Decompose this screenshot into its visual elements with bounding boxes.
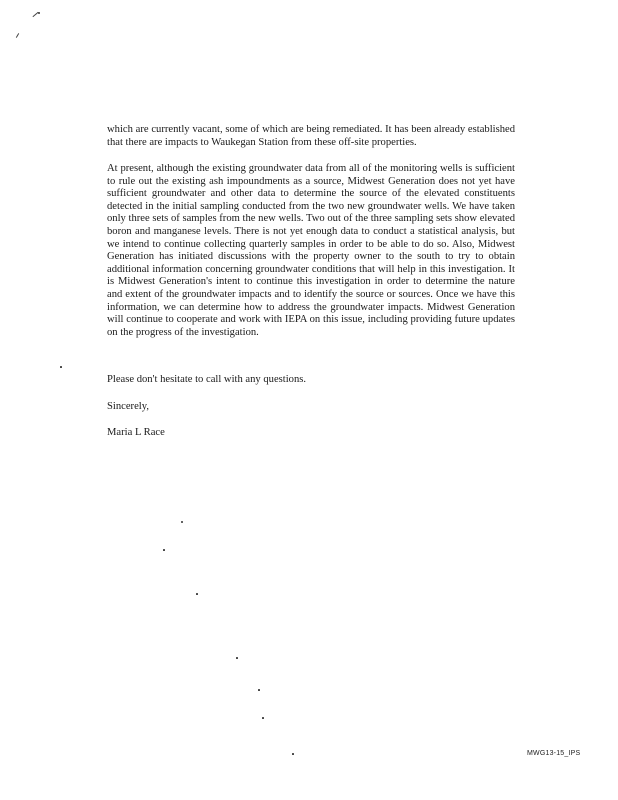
- scan-speck: [196, 593, 198, 595]
- document-id: MWG13-15_IPS: [527, 750, 581, 757]
- scan-speck: [236, 657, 238, 659]
- letter-paragraph: which are currently vacant, some of which are being remediated. It has been already established that there are impacts to Waukegan Station from these off-site properties.: [107, 124, 515, 148]
- signatory-name: Maria L Race: [107, 427, 165, 438]
- scan-speck: [181, 521, 183, 523]
- scan-speck: [163, 549, 165, 551]
- scan-mark: [16, 33, 19, 38]
- letter-paragraph: At present, although the existing groundwater data from all of the monitoring wells is sufficient to rule out the existing ash impoundments as a source, Midwest Generation does not yet have sufficient groundwater and other data to determine the source of the elevated constituents detected in the initial sampling conducted from the two new groundwater wells. We have taken only three sets of samples from the new wells. Two out of the three sampling sets show elevated boron and manganese levels. There is not yet enough data to conduct a statistical analysis, but we intend to continue collecting quarterly samples in order to be able to do so. Also, Midwest Generation has initiated discussions with the property owner to the south to try to obtain additional information concerning groundwater conditions that will help in this investigation. It is Midwest Generation's intent to continue this investigation in order to determine the nature and extent of the groundwater impacts and to identify the source or sources. Once we have this information, we can determine how to address the groundwater impacts. Midwest Generation will continue to cooperate and work with IEPA on this issue, including providing future updates on the progress of the investigation.: [107, 163, 515, 338]
- scan-speck: [258, 689, 260, 691]
- valediction: Sincerely,: [107, 401, 149, 412]
- scan-speck: [60, 366, 62, 368]
- scan-speck: [292, 753, 294, 755]
- scan-speck: [262, 717, 264, 719]
- scan-speck: [38, 12, 40, 14]
- closing-line: Please don't hesitate to call with any questions.: [107, 374, 307, 385]
